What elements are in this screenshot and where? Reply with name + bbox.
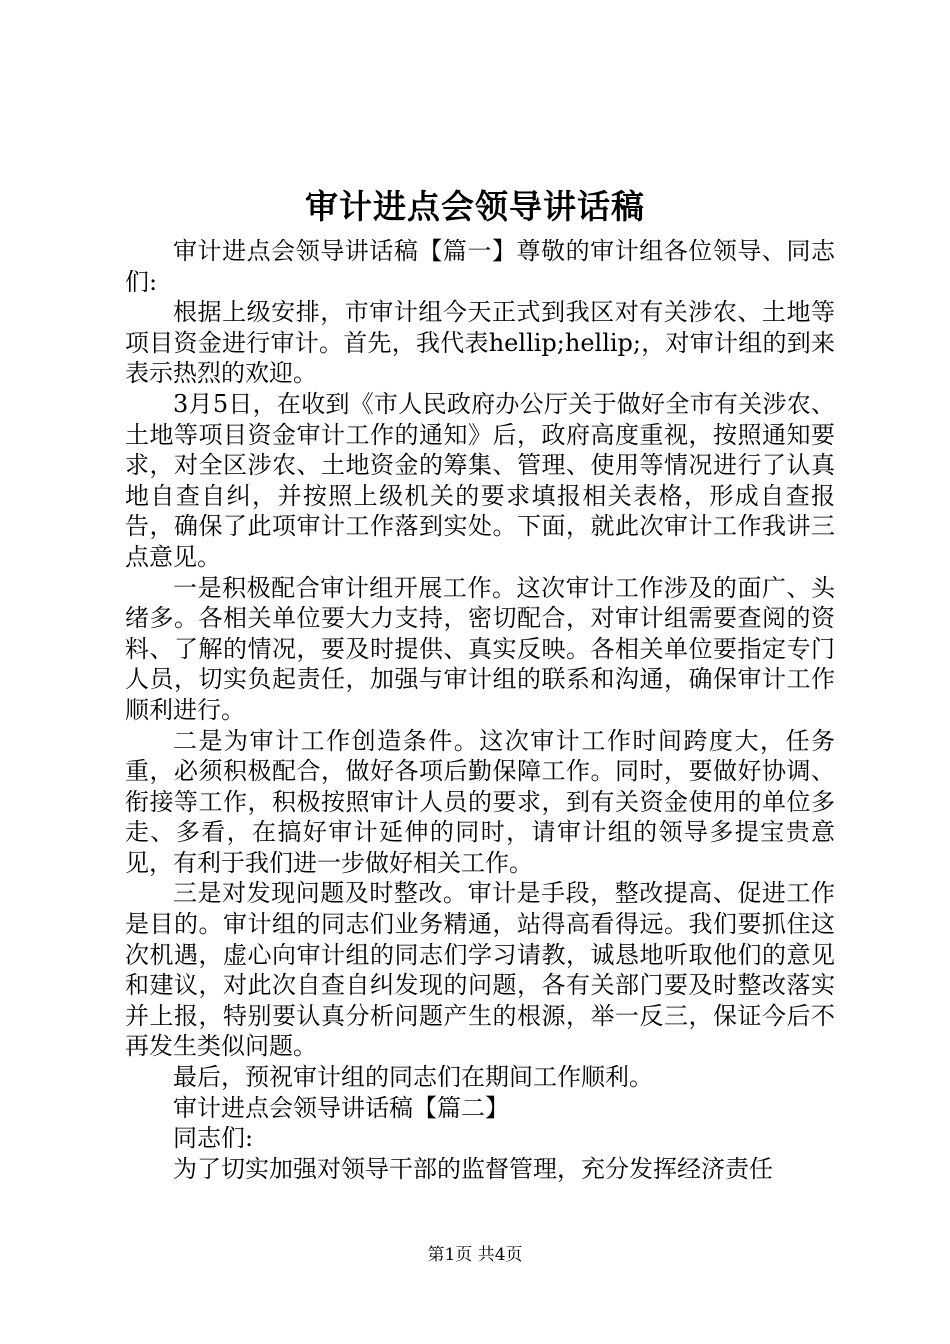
document-title: 审计进点会领导讲话稿 [305, 187, 645, 226]
paragraph-arrangement: 根据上级安排，市审计组今天正式到我区对有关涉农、土地等项目资金进行审计。首先，我代表hellip;hellip;，对审计组的到来表示热烈的欢迎。 [125, 298, 835, 388]
paragraph-salutation: 同志们: [173, 1124, 254, 1153]
paragraph-point-three: 三是对发现问题及时整改。审计是手段，整改提高、促进工作是目的。审计组的同志们业务精通，站得高看得远。我们要抓住这次机遇，虚心向审计组的同志们学习请教，诚恳地听取他们的意见和建议，对此次自查自纠发现的问题，各有关部门要及时整改落实并上报，特别要认真分析问题产生的根源，举一反三，保证今后不再发生类似问题。 [125, 879, 835, 1061]
paragraph-point-two: 二是为审计工作创造条件。这次审计工作时间跨度大，任务重，必须积极配合，做好各项后勤保障工作。同时，要做好协调、衔接等工作，积极按照审计人员的要求，到有关资金使用的单位多走、多看，在搞好审计延伸的同时，请审计组的领导多提宝贵意见，有利于我们进一步做好相关工作。 [125, 726, 835, 877]
paragraph-point-one: 一是积极配合审计组开展工作。这次审计工作涉及的面广、头绪多。各相关单位要大力支持，密切配合，对审计组需要查阅的资料、了解的情况，要及时提供、真实反映。各相关单位要指定专门人员，切实负起责任，加强与审计组的联系和沟通，确保审计工作顺利进行。 [125, 573, 835, 724]
paragraph-section-two-start: 为了切实加强对领导干部的监督管理，充分发挥经济责任 [173, 1154, 773, 1183]
paragraph-background: 3月5日，在收到《市人民政府办公厅关于做好全市有关涉农、土地等项目资金审计工作的通知》后，政府高度重视，按照通知要求，对全区涉农、土地资金的筹集、管理、使用等情况进行了认真地自查自纠，并按照上级机关的要求填报相关表格，形成自查报告，确保了此项审计工作落到实处。下面，就此次审计工作我讲三点意见。 [125, 389, 835, 571]
document-body [125, 236, 835, 1184]
page-footer: 第1页 共4页 [427, 1245, 523, 1265]
paragraph-closing: 最后，预祝审计组的同志们在期间工作顺利。 [173, 1063, 653, 1092]
paragraph-section-two-heading: 审计进点会领导讲话稿【篇二】 [173, 1093, 509, 1122]
paragraph-intro: 审计进点会领导讲话稿【篇一】尊敬的审计组各位领导、同志们: [125, 237, 835, 296]
